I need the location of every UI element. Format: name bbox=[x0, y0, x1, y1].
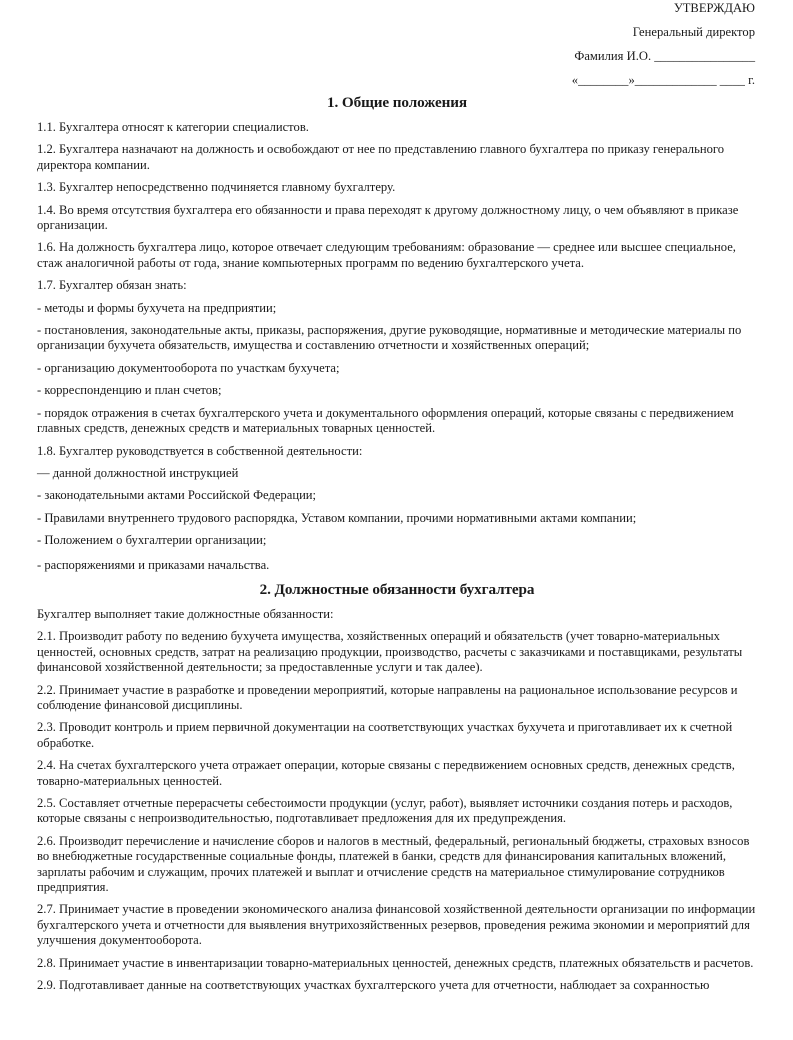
paragraph: 1.4. Во время отсутствия бухгалтера его обязанности и права переходят к другому должностному лицу, о чем объявляют в приказе организации. bbox=[37, 202, 739, 233]
paragraph: 2.7. Принимает участие в проведении экономического анализа финансовой хозяйственной деятельности организации по информации бухгалтерского учета и отчетности для выявления внутрихозяйственных резервов, проведения режима экономии и мероприятий для улучшения документооборота. bbox=[37, 902, 756, 948]
paragraph: 2.8. Принимает участие в инвентаризации товарно-материальных ценностей, денежных средств, платежных обязательств и расчетов. bbox=[37, 955, 754, 970]
list-item: — данной должностной инструкцией bbox=[37, 465, 239, 480]
list-item: - постановления, законодательные акты, приказы, распоряжения, другие руководящие, нормативные и методические материалы по организации бухучета обязательств, имущества и составлению отчетности и хозяйственных операций; bbox=[37, 323, 742, 353]
paragraph: 2.9. Подготавливает данные на соответствующих участках бухгалтерского учета для отчетности, наблюдает за сохранностью bbox=[37, 978, 710, 993]
approval-date-line: «________»_____________ ____ г. bbox=[571, 73, 755, 87]
paragraph: Бухгалтер выполняет такие должностные обязанности: bbox=[37, 606, 334, 621]
paragraph: 1.2. Бухгалтера назначают на должность и освобождают от нее по представлению главного бухгалтера по приказу генерального директора компании. bbox=[37, 142, 725, 172]
paragraph: 1.8. Бухгалтер руководствуется в собственной деятельности: bbox=[37, 443, 363, 458]
list-item: - методы и формы бухучета на предприятии; bbox=[37, 300, 277, 315]
section-1 bbox=[37, 120, 757, 573]
approval-name-line: Фамилия И.О. ________________ bbox=[574, 49, 755, 63]
approval-position: Генеральный директор bbox=[632, 25, 755, 39]
section-2 bbox=[37, 607, 757, 994]
paragraph: 2.1. Производит работу по ведению бухучета имущества, хозяйственных операций и обязательств (учет товарно-материальных ценностей, основных средств, затрат на реализацию продукции, производство, расчеты с заказчиками и поставщиками, результаты финансовой хозяйственной деятельности; за предоставленные услуги и так далее). bbox=[37, 629, 743, 675]
paragraph: 2.4. На счетах бухгалтерского учета отражает операции, которые связаны с передвижением основных средств, денежных средств, товарно-материальных ценностей. bbox=[37, 758, 735, 788]
section-heading: 2. Должностные обязанности бухгалтера bbox=[259, 580, 535, 598]
paragraph: 1.6. На должность бухгалтера лицо, которое отвечает следующим требованиям: образование — среднее или высшее специальное, стаж аналогичной работы от года, знание компьютерных программ по ведению бухгалтерского учета. bbox=[37, 240, 736, 270]
list-item: - корреспонденцию и план счетов; bbox=[37, 383, 222, 398]
list-item: - организацию документооборота по участкам бухучета; bbox=[37, 360, 340, 375]
paragraph: 1.7. Бухгалтер обязан знать: bbox=[37, 278, 187, 293]
list-item: - Положением о бухгалтерии организации; bbox=[37, 533, 267, 548]
approval-title: УТВЕРЖДАЮ bbox=[673, 1, 755, 15]
paragraph: 1.3. Бухгалтер непосредственно подчиняется главному бухгалтеру. bbox=[37, 180, 396, 195]
list-item: - Правилами внутреннего трудового распорядка, Уставом компании, прочими нормативными актами компании; bbox=[37, 510, 637, 525]
paragraph: 2.3. Проводит контроль и прием первичной документации на соответствующих участках бухучета и приготавливает их к счетной обработке. bbox=[37, 720, 733, 750]
approval-block bbox=[572, 0, 755, 92]
paragraph: 2.2. Принимает участие в разработке и проведении мероприятий, которые направлены на рациональное использование ресурсов и соблюдение финансовой дисциплины. bbox=[37, 682, 738, 712]
section-heading: 1. Общие положения bbox=[326, 94, 468, 111]
document-body bbox=[37, 93, 757, 1000]
paragraph: 2.5. Составляет отчетные перерасчеты себестоимости продукции (услуг, работ), выявляет источники создания потерь и расходов, которые связаны с непроизводительностью, подготавливает предложения для их предупреждения. bbox=[37, 796, 733, 826]
paragraph: 2.6. Производит перечисление и начисление сборов и налогов в местный, федеральный, региональный бюджеты, страховых взносов во внебюджетные государственные социальные фонды, платежей в банки, средств для финансирования капитальных вложений, зарплаты рабочим и служащим, прочих платежей и выплат и отчисление средств на материальное стимулирование сотрудников предприятия. bbox=[37, 833, 750, 895]
list-item: - распоряжениями и приказами начальства. bbox=[37, 557, 270, 572]
list-item: - законодательными актами Российской Федерации; bbox=[37, 488, 317, 503]
list-item: - порядок отражения в счетах бухгалтерского учета и документального оформления операций, которые связаны с передвижением главных средств, денежных средств и материальных товарных ценностей. bbox=[37, 405, 734, 436]
paragraph: 1.1. Бухгалтера относят к категории специалистов. bbox=[37, 120, 309, 134]
